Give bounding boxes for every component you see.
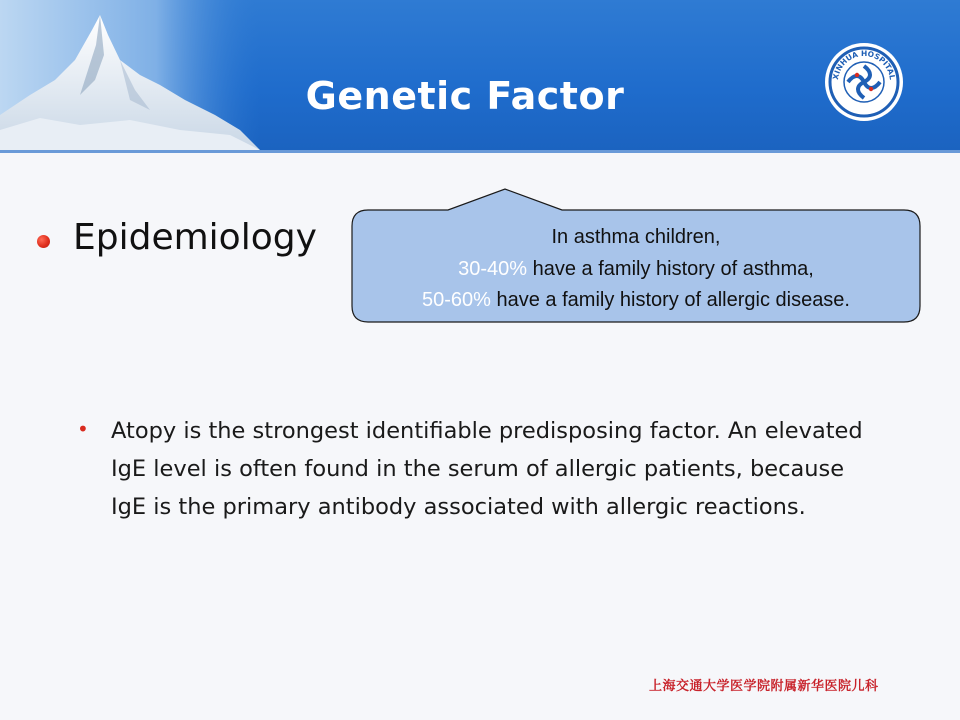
callout-line-3-text: have a family history of allergic disease. (490, 289, 850, 311)
callout-line-3 (350, 285, 922, 317)
logo-text: XINHUA HOSPITAL (831, 48, 897, 81)
callout-percent-allergic: 50-60% (422, 289, 491, 311)
callout-percent-asthma: 30-40% (458, 257, 528, 280)
sub-bullet-icon: • (77, 417, 89, 441)
callout-line-1: In asthma children, (551, 226, 721, 248)
mountain-image (0, 0, 260, 150)
callout-line-2 (350, 254, 922, 286)
bullet-dot-icon (37, 235, 50, 248)
header-divider (0, 150, 960, 153)
hospital-logo (824, 42, 904, 122)
section-heading: Epidemiology (73, 217, 317, 258)
slide-title: Genetic Factor (305, 74, 625, 118)
callout-line-2-text: have a family history of asthma, (527, 257, 814, 280)
header-banner (0, 0, 960, 150)
callout-text (350, 222, 922, 317)
footer-institution: 上海交通大学医学院附属新华医院儿科 (649, 679, 879, 694)
body-paragraph: Atopy is the strongest identifiable predisposing factor. An elevated IgE level is often found in the serum of allergic patients, because IgE is the primary antibody associated with allergic reactions. (111, 418, 863, 520)
